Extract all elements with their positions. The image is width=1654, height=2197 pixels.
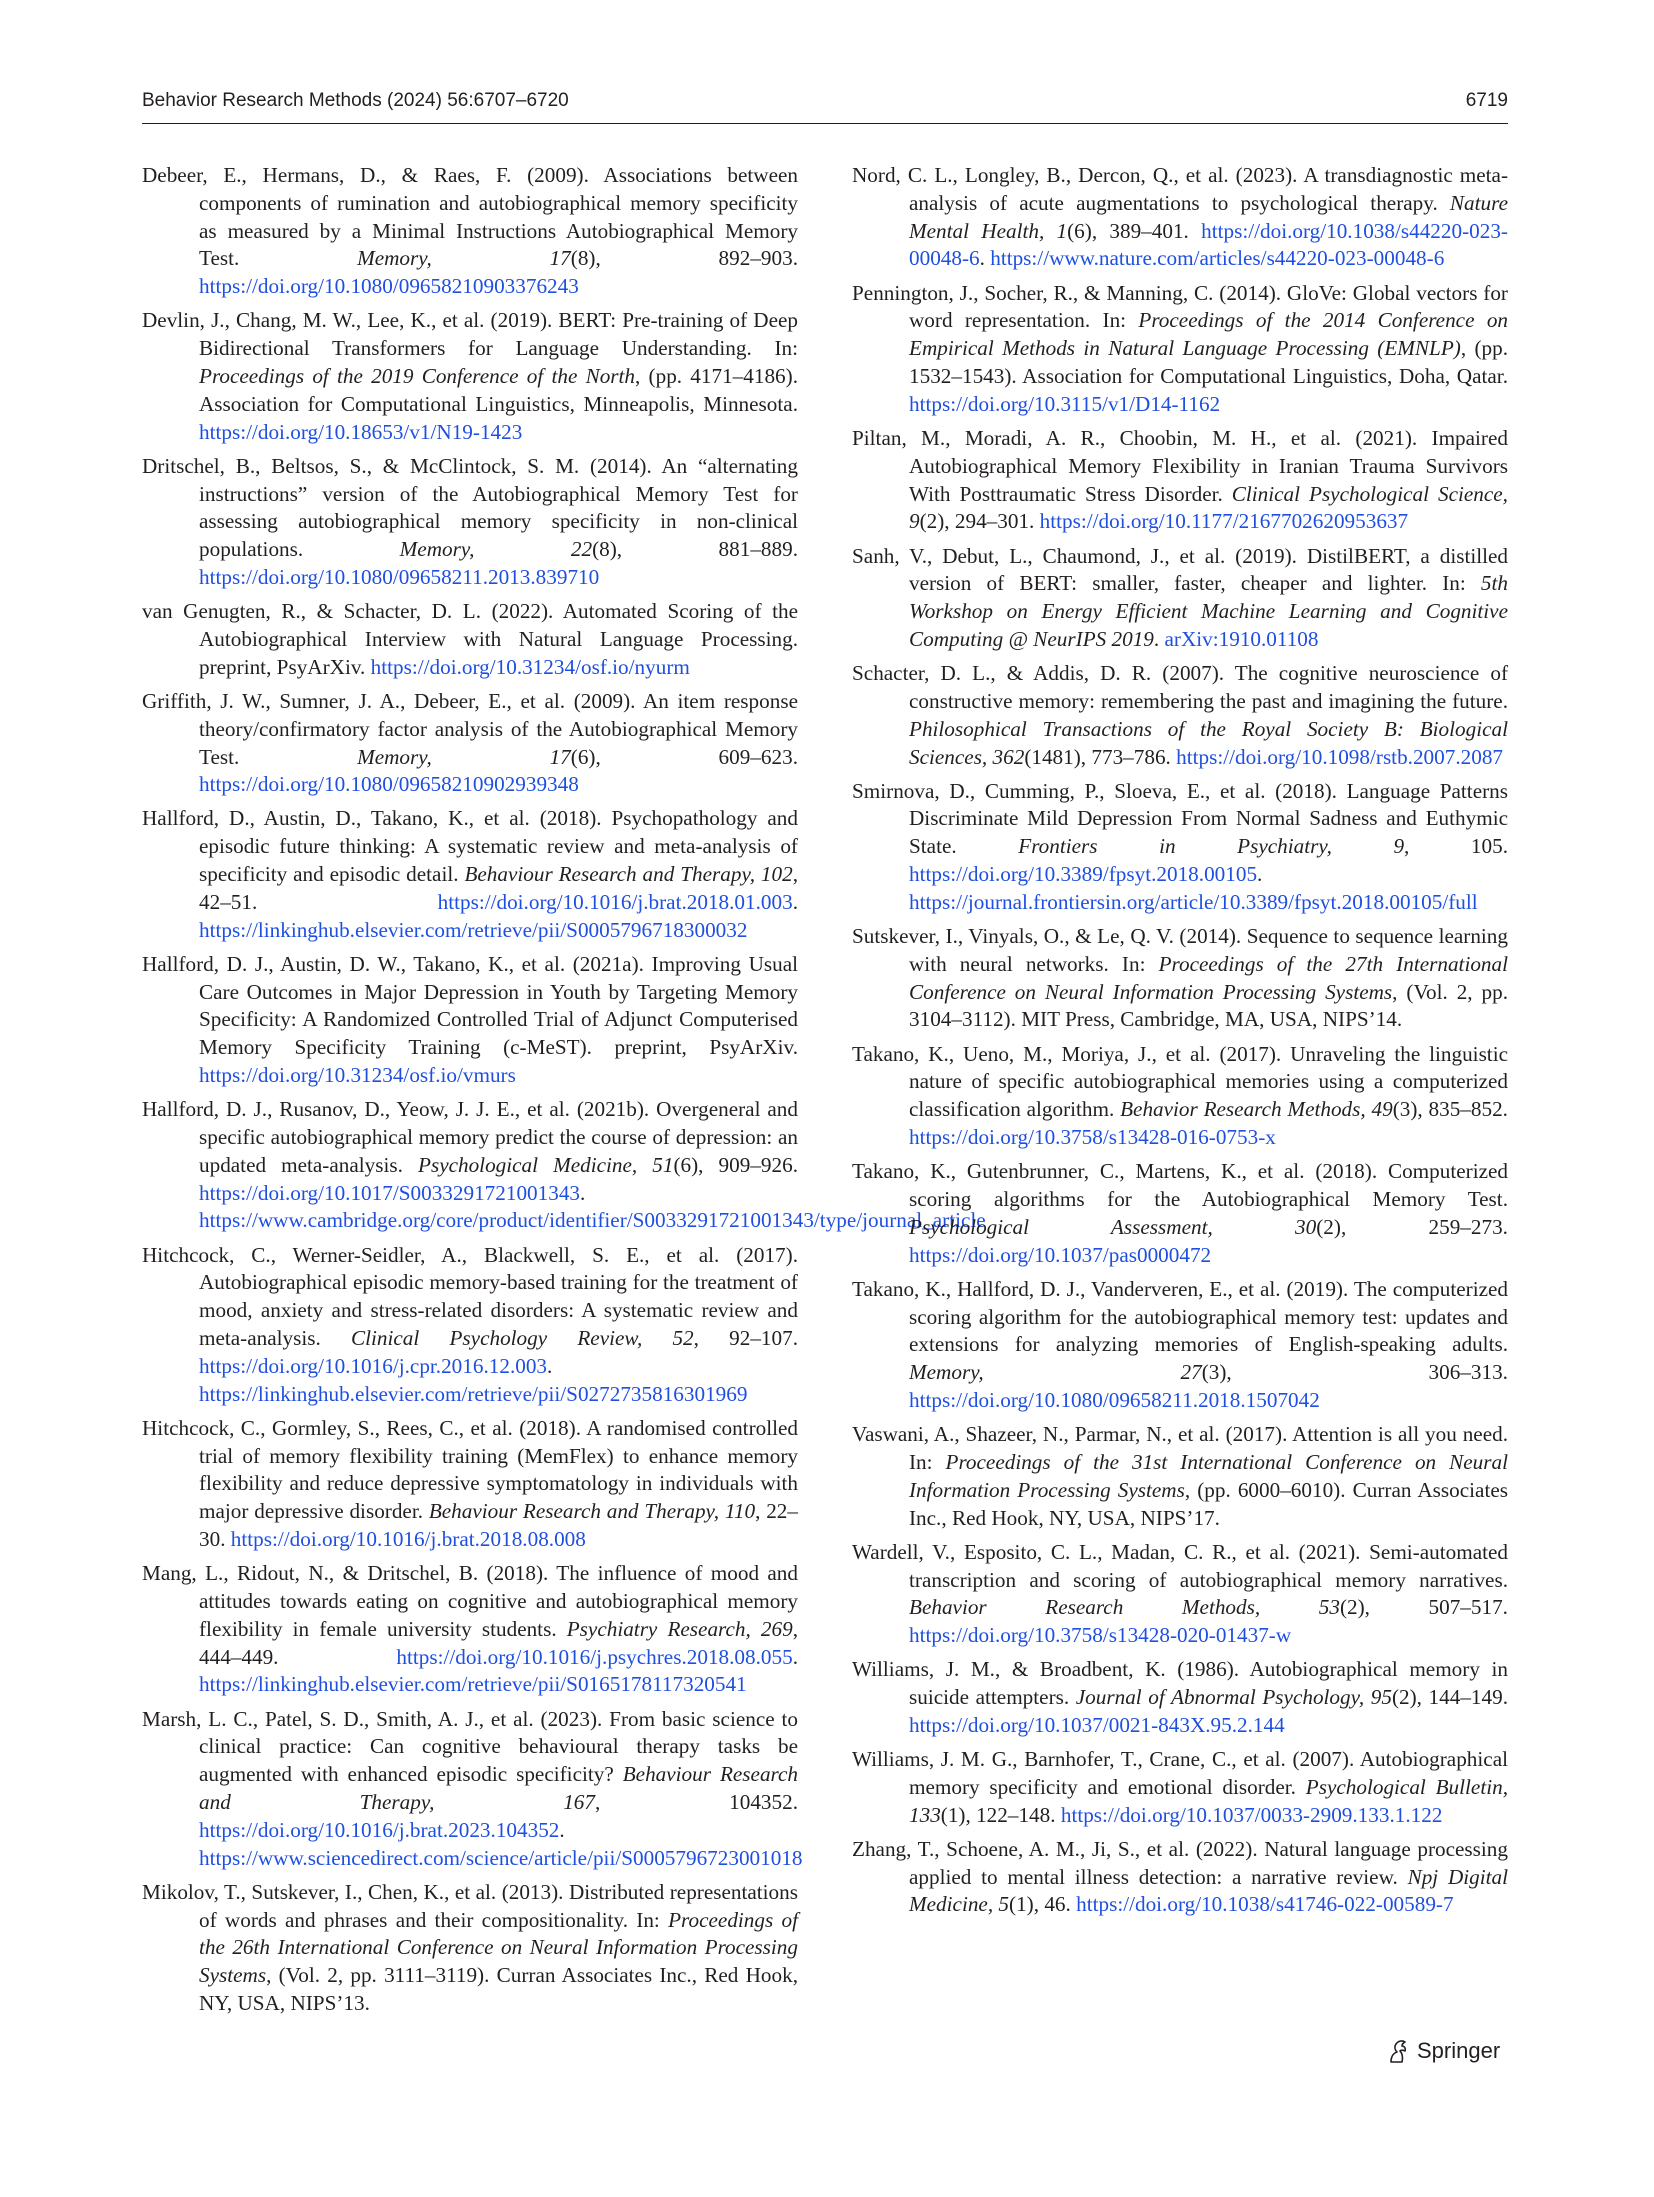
reference-text: .: [547, 1353, 553, 1378]
reference-text: Nord, C. L., Longley, B., Dercon, Q., et al. (2023). A transdiagnostic meta-analysis of acute augmentations to psychological therapy.: [852, 163, 1508, 215]
reference-link[interactable]: https://doi.org/10.3758/s13428-020-01437-w: [909, 1623, 1292, 1648]
publisher-name: Springer: [1417, 2038, 1501, 2063]
reference-source: Npj Digital Medicine, 5: [909, 1864, 1508, 1917]
reference-entry: [852, 1746, 1508, 1829]
reference-entry: [852, 543, 1508, 654]
reference-entry: [852, 1276, 1508, 1415]
reference-text: Dritschel, B., Beltsos, S., & McClintock, S. M. (2014). An “alternating instructions” version of the Autobiographical Memory Test for assessing autobiographical memory specificity in non-clinical populations.: [142, 453, 798, 562]
reference-text: Sanh, V., Debut, L., Chaumond, J., et al. (2019). DistilBERT, a distilled version of BERT: smaller, faster, cheaper and lighter. In:: [852, 543, 1508, 596]
reference-entry: [852, 1421, 1508, 1532]
reference-link[interactable]: https://doi.org/10.1016/j.brat.2023.104352: [199, 1817, 560, 1842]
reference-text: , (Vol. 2, pp. 3111–3119). Curran Associates Inc., Red Hook, NY, USA, NIPS’13.: [199, 1963, 798, 2015]
reference-text: , 22–30.: [199, 1499, 798, 1551]
reference-link[interactable]: https://www.nature.com/articles/s44220-023-00048-6: [990, 246, 1445, 271]
running-header: [142, 86, 1508, 116]
reference-link[interactable]: https://www.cambridge.org/core/product/identifier/S0033291721001343/type/journal_article: [199, 1208, 986, 1233]
reference-text: Hallford, D. J., Austin, D. W., Takano, K., et al. (2021a). Improving Usual Care Outcomes in Major Depression in Youth by Targeting Memory Specificity: A Randomized Controlled Trial of Adjunct Computerised Memory Specificity Training (c-MeST). preprint, PsyArXiv.: [142, 951, 798, 1060]
reference-text: , (pp. 1532–1543). Association for Computational Linguistics, Doha, Qatar.: [909, 336, 1509, 388]
reference-text: .: [559, 1817, 565, 1842]
reference-entry: [852, 923, 1508, 1034]
reference-source: Behavior Research Methods, 49: [1120, 1097, 1393, 1122]
reference-source: Memory, 22: [399, 537, 593, 562]
reference-text: Zhang, T., Schoene, A. M., Ji, S., et al. (2022). Natural language processing applied to mental illness detection: a narrative review.: [852, 1836, 1508, 1889]
reference-link[interactable]: https://doi.org/10.3115/v1/D14-1162: [909, 391, 1221, 416]
reference-entry: [852, 1158, 1508, 1269]
reference-entry: [142, 805, 798, 944]
reference-text: .: [792, 1644, 798, 1669]
reference-text: , (Vol. 2, pp. 3104–3112). MIT Press, Cambridge, MA, USA, NIPS’14.: [909, 979, 1508, 1032]
reference-link[interactable]: https://doi.org/10.1038/s44220-023-00048-6: [909, 218, 1508, 271]
reference-source: Clinical Psychological Science, 9: [909, 481, 1508, 534]
reference-source: Behaviour Research and Therapy, 110: [428, 1499, 756, 1524]
reference-entry: [142, 1560, 798, 1699]
reference-text: Hitchcock, C., Werner-Seidler, A., Blackwell, S. E., et al. (2017). Autobiographical episodic memory-based training for the treatment of mood, anxiety and stress-related disorders: A systematic review and meta-analysis.: [142, 1242, 798, 1350]
reference-text: .: [1257, 862, 1263, 887]
reference-entry: [852, 1656, 1508, 1739]
reference-link[interactable]: https://doi.org/10.1017/S0033291721001343: [199, 1180, 581, 1205]
reference-entry: [852, 1836, 1508, 1919]
reference-text: Sutskever, I., Vinyals, O., & Le, Q. V. (2014). Sequence to sequence learning with neural networks. In:: [852, 924, 1508, 976]
reference-text: Williams, J. M. G., Barnhofer, T., Crane, C., et al. (2007). Autobiographical memory specificity and emotional disorder.: [852, 1747, 1508, 1799]
reference-entry: [852, 778, 1508, 917]
reference-entry: [852, 1041, 1508, 1152]
reference-source: Proceedings of the 27th International Conference on Neural Information Processing Systems: [909, 951, 1508, 1004]
reference-text: (1), 122–148.: [940, 1802, 1061, 1827]
reference-link[interactable]: https://doi.org/10.3389/fpsyt.2018.00105: [909, 862, 1258, 887]
reference-source: Behaviour Research and Therapy, 167: [199, 1762, 798, 1814]
reference-source: Proceedings of the 2014 Conference on Empirical Methods in Natural Language Processing (EMNLP): [909, 308, 1509, 361]
reference-source: Psychological Assessment, 30: [909, 1214, 1317, 1239]
reference-text: .: [792, 889, 798, 914]
reference-text: (2), 507–517.: [1339, 1595, 1508, 1620]
reference-link[interactable]: https://doi.org/10.18653/v1/N19-1423: [199, 419, 523, 444]
reference-text: .: [979, 246, 991, 271]
reference-text: , (pp. 6000–6010). Curran Associates Inc., Red Hook, NY, USA, NIPS’17.: [909, 1477, 1508, 1530]
reference-source: Psychological Bulletin, 133: [909, 1774, 1508, 1827]
reference-entry: [142, 307, 798, 446]
reference-source: Memory, 27: [909, 1360, 1202, 1385]
reference-text: (8), 892–903.: [570, 246, 798, 271]
reference-text: Smirnova, D., Cumming, P., Sloeva, E., et al. (2018). Language Patterns Discriminate Mild Depression From Normal Sadness and Euthymic State.: [852, 778, 1508, 859]
reference-text: (6), 389–401.: [1067, 218, 1202, 243]
reference-source: Psychological Medicine, 51: [418, 1152, 674, 1177]
reference-text: , 42–51.: [199, 862, 798, 914]
reference-entry: [852, 660, 1508, 771]
reference-text: (2), 144–149.: [1391, 1685, 1508, 1710]
reference-text: Mang, L., Ridout, N., & Dritschel, B. (2018). The influence of mood and attitudes towards eating on cognitive and autobiographical memory flexibility in female university students.: [142, 1561, 798, 1641]
reference-source: 5th Workshop on Energy Efficient Machine Learning and Cognitive Computing @ NeurIPS 2019: [909, 571, 1508, 651]
reference-text: Pennington, J., Socher, R., & Manning, C. (2014). GloVe: Global vectors for word representation. In:: [852, 280, 1508, 333]
reference-entry: [142, 688, 798, 799]
header-rule: [142, 123, 1508, 124]
reference-text: , 104352.: [595, 1789, 798, 1814]
reference-link[interactable]: https://doi.org/10.1016/j.brat.2018.01.003: [437, 889, 793, 914]
reference-text: .: [580, 1180, 586, 1205]
reference-text: (3), 835–852.: [1392, 1097, 1508, 1122]
publisher-footer: [1385, 2038, 1500, 2064]
reference-text: Griffith, J. W., Sumner, J. A., Debeer, E., et al. (2009). An item response theory/confirmatory factor analysis of the Autobiographical Memory Test.: [142, 688, 798, 769]
reference-link[interactable]: https://www.sciencedirect.com/science/article/pii/S0005796723001018: [199, 1845, 803, 1870]
reference-link[interactable]: https://doi.org/10.1080/09658210902939348: [199, 772, 579, 797]
reference-source: Journal of Abnormal Psychology, 95: [1075, 1685, 1392, 1710]
reference-link[interactable]: https://doi.org/10.1037/0033-2909.133.1.122: [1060, 1802, 1443, 1827]
reference-source: Philosophical Transactions of the Royal Society B: Biological Sciences, 362: [909, 716, 1508, 769]
reference-link[interactable]: https://doi.org/10.1080/09658210903376243: [199, 274, 579, 299]
reference-link[interactable]: https://doi.org/10.31234/osf.io/vmurs: [199, 1063, 516, 1088]
reference-source: Frontiers in Psychiatry, 9: [1018, 834, 1405, 859]
reference-text: Takano, K., Ueno, M., Moriya, J., et al. (2017). Unraveling the linguistic nature of specific autobiographical memories using a computerized classification algorithm.: [852, 1041, 1508, 1122]
reference-text: .: [1153, 626, 1165, 651]
reference-entry: [142, 162, 798, 301]
reference-text: , 444–449.: [199, 1616, 798, 1669]
reference-text: (8), 881–889.: [592, 537, 798, 562]
reference-source: Proceedings of the 31st International Conference on Neural Information Processing Systems: [909, 1449, 1508, 1502]
reference-entry: [142, 1415, 798, 1554]
references-right-column: [852, 162, 1508, 1926]
reference-entry: [142, 1706, 803, 1873]
reference-entry: [852, 425, 1508, 536]
reference-entry: [142, 1242, 798, 1409]
reference-entry: [142, 951, 798, 1090]
journal-citation: Behavior Research Methods (2024) 56:6707–6720: [142, 90, 569, 111]
reference-entry: [852, 1539, 1508, 1650]
reference-text: (6), 909–926.: [673, 1152, 798, 1177]
reference-text: , 92–107.: [693, 1326, 799, 1350]
reference-text: Mikolov, T., Sutskever, I., Chen, K., et al. (2013). Distributed representations of words and phrases and their compositionality. In:: [142, 1879, 798, 1932]
reference-entry: [142, 1096, 986, 1235]
reference-text: Debeer, E., Hermans, D., & Raes, F. (2009). Associations between components of rumination and autobiographical memory specificity as measured by a Minimal Instructions Autobiographical Memory Test.: [142, 163, 798, 271]
reference-link[interactable]: https://doi.org/10.1080/09658211.2018.1507042: [909, 1387, 1320, 1412]
reference-link[interactable]: https://doi.org/10.1177/2167702620953637: [1039, 509, 1409, 534]
reference-text: Hitchcock, C., Gormley, S., Rees, C., et al. (2018). A randomised controlled trial of memory flexibility training (MemFlex) to enhance memory flexibility and reduce depressive symptomatology in individuals with major depressive disorder.: [142, 1415, 798, 1524]
reference-entry: [142, 598, 798, 681]
reference-link[interactable]: https://linkinghub.elsevier.com/retrieve/pii/S0005796718300032: [199, 917, 748, 942]
reference-source: Psychiatry Research, 269: [566, 1616, 793, 1641]
reference-source: Memory, 17: [357, 246, 571, 271]
reference-link[interactable]: https://journal.frontiersin.org/article/10.3389/fpsyt.2018.00105/full: [909, 889, 1478, 914]
reference-text: (3), 306–313.: [1201, 1360, 1508, 1385]
reference-text: Hallford, D., Austin, D., Takano, K., et al. (2018). Psychopathology and episodic future thinking: A systematic review and meta-analysis of specificity and episodic detail.: [142, 806, 798, 887]
reference-text: Piltan, M., Moradi, A. R., Choobin, M. H., et al. (2021). Impaired Autobiographical Memory Flexibility in Iranian Trauma Survivors With Posttraumatic Stress Disorder.: [852, 425, 1508, 506]
reference-link[interactable]: https://doi.org/10.1037/0021-843X.95.2.144: [909, 1712, 1285, 1737]
reference-entry: [852, 280, 1508, 419]
reference-entry: [852, 162, 1508, 273]
reference-text: , (pp. 4171–4186). Association for Computational Linguistics, Minneapolis, Minnesota.: [199, 363, 798, 416]
reference-text: (2), 259–273.: [1316, 1214, 1508, 1239]
reference-text: , 105.: [1404, 834, 1508, 859]
reference-source: Proceedings of the 2019 Conference of the North: [199, 363, 636, 388]
reference-entry: [142, 453, 798, 592]
reference-text: (6), 609–623.: [570, 744, 798, 769]
reference-link[interactable]: https://doi.org/10.3758/s13428-016-0753-x: [909, 1125, 1276, 1150]
reference-text: Wardell, V., Esposito, C. L., Madan, C. R., et al. (2021). Semi-automated transcription and scoring of autobiographical memory narratives.: [852, 1539, 1508, 1592]
reference-entry: [142, 1879, 798, 2018]
reference-link[interactable]: https://doi.org/10.1016/j.cpr.2016.12.003: [199, 1353, 548, 1378]
reference-text: (1), 46.: [1009, 1892, 1077, 1917]
reference-link[interactable]: https://doi.org/10.31234/osf.io/nyurm: [370, 654, 690, 679]
reference-source: Behavior Research Methods, 53: [909, 1595, 1340, 1620]
reference-text: (2), 294–301.: [919, 509, 1040, 534]
reference-text: Takano, K., Gutenbrunner, C., Martens, K., et al. (2018). Computerized scoring algorithms for the Autobiographical Memory Test.: [852, 1159, 1508, 1212]
reference-source: Nature Mental Health, 1: [909, 190, 1508, 243]
reference-text: Marsh, L. C., Patel, S. D., Smith, A. J., et al. (2023). From basic science to clinical practice: Can cognitive behavioural therapy tasks be augmented with enhanced episodic specificity?: [142, 1706, 798, 1787]
reference-text: Hallford, D. J., Rusanov, D., Yeow, J. J. E., et al. (2021b). Overgeneral and specific autobiographical memory predict the course of depression: an updated meta-analysis.: [142, 1097, 798, 1177]
reference-text: van Genugten, R., & Schacter, D. L. (2022). Automated Scoring of the Autobiographical Interview with Natural Language Processing. preprint, PsyArXiv.: [142, 599, 798, 679]
reference-text: Devlin, J., Chang, M. W., Lee, K., et al. (2019). BERT: Pre-training of Deep Bidirectional Transformers for Language Understanding. In:: [142, 308, 798, 361]
reference-link[interactable]: https://doi.org/10.1016/j.brat.2018.08.008: [230, 1526, 586, 1551]
reference-link[interactable]: https://linkinghub.elsevier.com/retrieve/pii/S0272735816301969: [199, 1381, 748, 1406]
reference-link[interactable]: https://doi.org/10.1080/09658211.2013.839710: [199, 564, 600, 589]
reference-link[interactable]: https://doi.org/10.1098/rstb.2007.2087: [1176, 744, 1504, 769]
reference-link[interactable]: https://doi.org/10.1038/s41746-022-00589-7: [1076, 1892, 1454, 1917]
reference-source: Behaviour Research and Therapy, 102: [464, 862, 793, 887]
reference-text: Schacter, D. L., & Addis, D. R. (2007). The cognitive neuroscience of constructive memory: remembering the past and imagining the future.: [852, 661, 1508, 713]
reference-source: Memory, 17: [357, 744, 571, 769]
reference-source: Proceedings of the 26th International Conference on Neural Information Processing Systems: [199, 1907, 798, 1988]
reference-text: Vaswani, A., Shazeer, N., Parmar, N., et al. (2017). Attention is all you need. In:: [852, 1422, 1508, 1474]
reference-text: Williams, J. M., & Broadbent, K. (1986). Autobiographical memory in suicide attempters.: [852, 1657, 1508, 1710]
reference-link[interactable]: https://doi.org/10.1037/pas0000472: [909, 1242, 1212, 1267]
springer-horse-icon: [1385, 2038, 1411, 2064]
reference-link[interactable]: https://doi.org/10.1016/j.psychres.2018.08.055: [396, 1644, 793, 1669]
reference-link[interactable]: https://linkinghub.elsevier.com/retrieve/pii/S0165178117320541: [199, 1672, 747, 1697]
reference-source: Clinical Psychology Review, 52: [351, 1326, 694, 1350]
reference-text: (1481), 773–786.: [1024, 744, 1177, 769]
page-number: 6719: [1465, 90, 1508, 111]
reference-text: Takano, K., Hallford, D. J., Vanderveren, E., et al. (2019). The computerized scoring algorithm for the autobiographical memory test: updates and extensions for analyzing memories of English-speaking adults.: [852, 1276, 1508, 1357]
reference-link[interactable]: arXiv:1910.01108: [1164, 626, 1319, 651]
